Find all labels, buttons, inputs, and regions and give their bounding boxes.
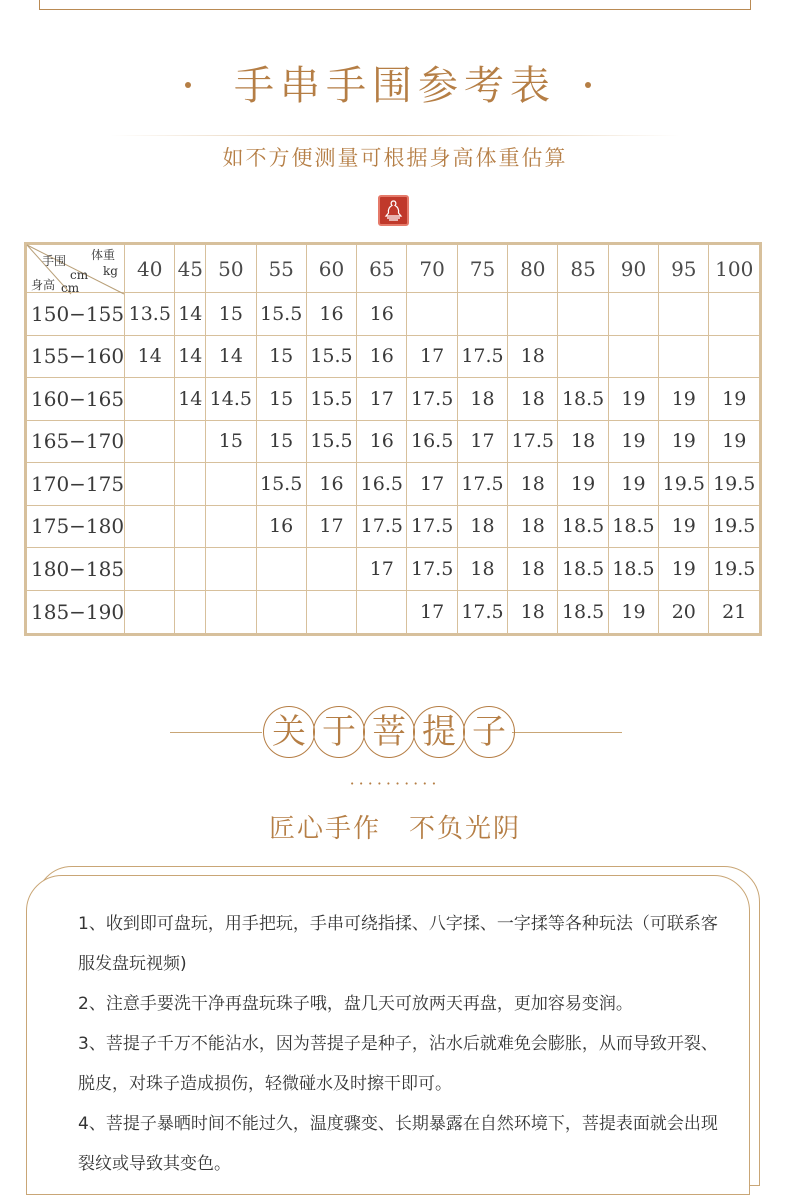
title-dot-right [585,82,591,88]
about-title-char: 子 [463,706,515,758]
wrist-size-cell: 19 [709,378,761,421]
height-row-header: 165−170 [26,420,125,463]
wrist-size-cell [457,293,507,336]
weight-header-cell: 75 [457,244,507,293]
wrist-size-cell [256,548,306,591]
wrist-size-cell: 18.5 [558,548,608,591]
corner-wrist-label: 手围 [42,254,67,268]
wrist-size-cell: 19.5 [709,463,761,506]
weight-header-cell: 70 [407,244,457,293]
care-item: 3、菩提子千万不能沾水，因为菩提子是种子，沾水后就难免会膨胀，从而导致开裂、脱皮，对珠子造成损伤，轻微碰水及时擦干即可。 [78,1034,718,1094]
table-row [26,548,761,591]
wrist-size-cell: 14 [125,335,175,378]
wrist-size-cell [175,590,206,634]
wrist-size-cell [558,335,608,378]
about-line-left [170,732,262,733]
wrist-size-cell [558,293,608,336]
care-item: 1、收到即可盘玩，用手把玩，手串可绕指揉、八字揉、一字揉等各种玩法（可联系客服发盘玩视频) [78,914,718,974]
wrist-size-cell: 19 [608,590,658,634]
wrist-size-cell [125,590,175,634]
weight-header-cell: 60 [306,244,356,293]
wrist-size-cell: 17 [407,590,457,634]
page-subtitle: 如不方便测量可根据身高体重估算 [222,146,568,170]
wrist-size-cell: 18.5 [558,378,608,421]
wrist-size-cell: 17.5 [457,463,507,506]
about-title-char: 菩 [363,706,415,758]
wrist-size-cell: 15.5 [306,420,356,463]
wrist-size-cell [206,548,256,591]
care-item: 4、菩提子暴晒时间不能过久，温度骤变、长期暴露在自然环境下，菩提表面就会出现裂纹或导致其变色。 [78,1114,718,1174]
wrist-size-cell: 16 [306,293,356,336]
corner-weight-label: 体重 [91,248,116,262]
about-motto: 匠心手作 不负光阴 [268,814,521,844]
wrist-size-cell: 18 [457,505,507,548]
wrist-size-cell: 13.5 [125,293,175,336]
wrist-size-cell [709,335,761,378]
corner-height-label: 身高 [31,278,56,292]
wrist-size-cell: 18.5 [608,505,658,548]
wrist-size-cell: 19.5 [709,548,761,591]
wrist-size-cell [175,463,206,506]
wrist-size-cell: 19 [558,463,608,506]
wrist-size-cell: 16 [256,505,306,548]
table-corner-header [26,244,125,293]
wrist-size-cell: 17 [306,505,356,548]
wrist-size-cell: 15 [256,378,306,421]
wrist-size-cell [125,463,175,506]
wrist-size-cell: 16.5 [357,463,407,506]
size-table [24,242,762,636]
wrist-size-cell: 18 [508,378,558,421]
height-row-header: 150−155 [26,293,125,336]
table-header-row [26,244,761,293]
wrist-size-cell: 18 [508,335,558,378]
wrist-size-cell [659,335,709,378]
wrist-size-cell: 19.5 [659,463,709,506]
corner-height-unit: cm [61,281,80,295]
wrist-size-cell: 19 [608,463,658,506]
wrist-size-cell: 15 [256,335,306,378]
about-title-char: 于 [313,706,365,758]
wrist-size-cell [306,548,356,591]
table-row [26,378,761,421]
weight-header-cell: 45 [175,244,206,293]
wrist-size-cell: 17.5 [407,505,457,548]
wrist-size-cell: 19 [659,548,709,591]
wrist-size-cell: 17 [407,463,457,506]
height-row-header: 175−180 [26,505,125,548]
height-row-header: 155−160 [26,335,125,378]
wrist-size-cell: 17.5 [457,335,507,378]
corner-wrist-unit: cm [70,268,89,282]
wrist-size-cell [206,463,256,506]
height-row-header: 160−165 [26,378,125,421]
wrist-size-cell: 19 [709,420,761,463]
height-row-header: 170−175 [26,463,125,506]
weight-header-cell: 40 [125,244,175,293]
about-line-right [512,732,622,733]
wrist-size-cell: 20 [659,590,709,634]
weight-header-cell: 85 [558,244,608,293]
wrist-size-cell [709,293,761,336]
wrist-size-cell: 17.5 [457,590,507,634]
wrist-size-cell: 17 [457,420,507,463]
about-title-char: 提 [413,706,465,758]
wrist-size-cell: 16 [357,335,407,378]
weight-header-cell: 65 [357,244,407,293]
wrist-size-cell: 15.5 [256,293,306,336]
wrist-size-cell [125,548,175,591]
wrist-size-cell [659,293,709,336]
wrist-size-cell: 18 [508,505,558,548]
wrist-size-cell [256,590,306,634]
wrist-size-cell: 15.5 [306,378,356,421]
wrist-size-cell: 16 [306,463,356,506]
weight-header-cell: 80 [508,244,558,293]
wrist-size-cell: 15 [206,420,256,463]
wrist-size-cell: 18.5 [558,590,608,634]
wrist-size-cell: 14 [175,335,206,378]
wrist-size-cell: 18 [558,420,608,463]
weight-header-cell: 95 [659,244,709,293]
table-row [26,335,761,378]
wrist-size-cell: 19.5 [709,505,761,548]
wrist-size-cell: 19 [659,378,709,421]
wrist-size-cell: 14 [175,378,206,421]
wrist-size-cell: 17.5 [407,548,457,591]
about-title-char: 关 [263,706,315,758]
title-divider [110,135,680,136]
top-frame-border [39,0,751,10]
wrist-size-cell [175,548,206,591]
corner-weight-unit: kg [103,264,118,278]
wrist-size-cell: 19 [608,420,658,463]
wrist-size-cell: 19 [608,378,658,421]
wrist-size-cell: 19 [659,505,709,548]
wrist-size-cell: 18.5 [608,548,658,591]
wrist-size-cell: 18 [508,463,558,506]
wrist-size-cell: 18 [457,378,507,421]
table-row [26,463,761,506]
wrist-size-cell: 18 [508,548,558,591]
wrist-size-cell: 21 [709,590,761,634]
page-title: 手串手围参考表 [234,63,556,109]
wrist-size-cell: 14 [175,293,206,336]
wrist-size-cell: 18 [457,548,507,591]
wrist-size-cell [206,505,256,548]
wrist-size-cell: 19 [659,420,709,463]
wrist-size-cell: 17.5 [407,378,457,421]
wrist-size-cell [175,505,206,548]
wrist-size-cell [508,293,558,336]
table-row [26,590,761,634]
wrist-size-cell: 17 [357,378,407,421]
wrist-size-cell: 17 [357,548,407,591]
seal-stamp-icon [378,195,409,226]
wrist-size-cell [206,590,256,634]
weight-header-cell: 55 [256,244,306,293]
wrist-size-cell [125,420,175,463]
wrist-size-cell: 15.5 [306,335,356,378]
care-item: 2、注意手要洗干净再盘玩珠子哦，盘几天可放两天再盘，更加容易变润。 [78,994,633,1014]
wrist-size-cell [175,420,206,463]
wrist-size-cell [306,590,356,634]
wrist-size-cell: 18 [508,590,558,634]
weight-header-cell: 90 [608,244,658,293]
wrist-size-cell: 15 [206,293,256,336]
wrist-size-cell: 16 [357,293,407,336]
wrist-size-cell [125,505,175,548]
wrist-size-cell: 17.5 [357,505,407,548]
wrist-size-cell: 14.5 [206,378,256,421]
weight-header-cell: 100 [709,244,761,293]
wrist-size-cell: 16.5 [407,420,457,463]
wrist-size-cell: 14 [206,335,256,378]
weight-header-cell: 50 [206,244,256,293]
wrist-size-cell [357,590,407,634]
wrist-size-cell: 15.5 [256,463,306,506]
care-instructions [78,904,718,1184]
height-row-header: 185−190 [26,590,125,634]
wrist-size-cell: 16 [357,420,407,463]
wrist-size-cell [407,293,457,336]
title-row [0,56,790,116]
wrist-size-cell [608,293,658,336]
decorative-dots: ·········· [349,774,441,793]
wrist-size-cell [125,378,175,421]
table-row [26,505,761,548]
wrist-size-cell [608,335,658,378]
wrist-size-cell: 15 [256,420,306,463]
wrist-size-cell: 18.5 [558,505,608,548]
height-row-header: 180−185 [26,548,125,591]
table-row [26,293,761,336]
wrist-size-cell: 17 [407,335,457,378]
table-row [26,420,761,463]
wrist-size-cell: 17.5 [508,420,558,463]
